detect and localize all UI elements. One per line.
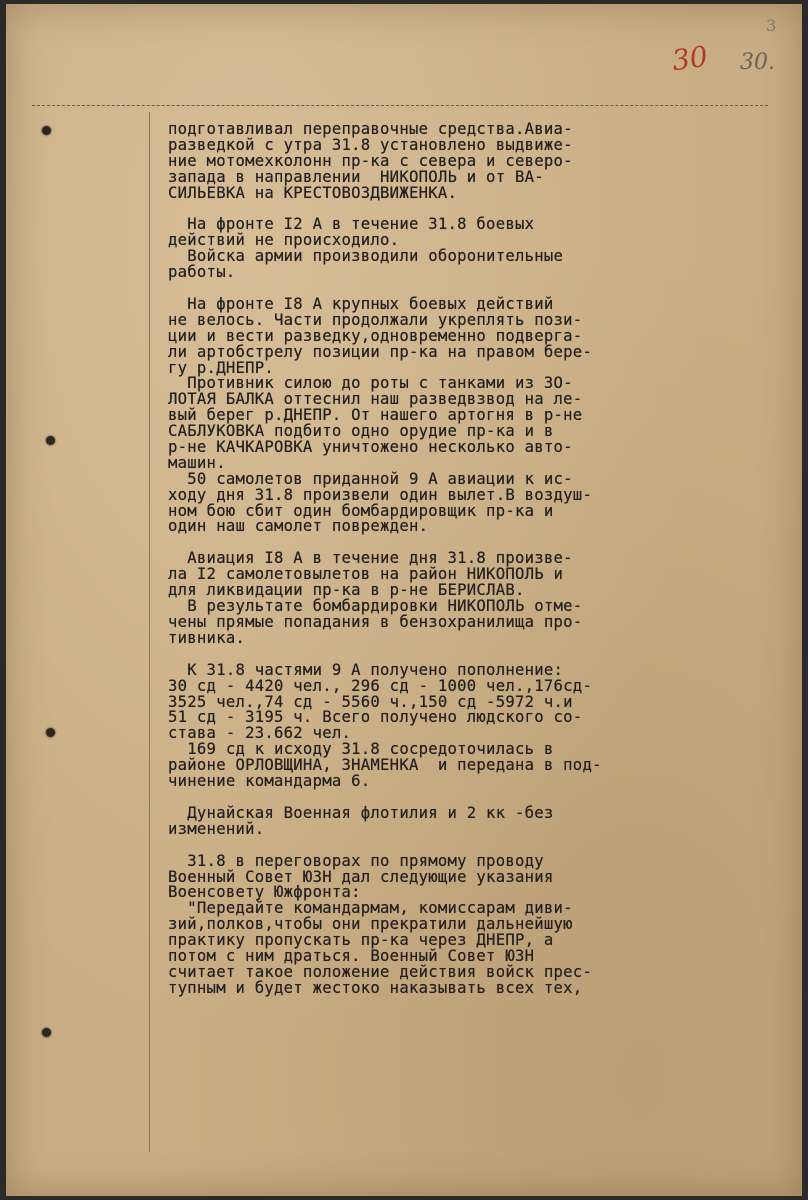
- text-line: На фронте I8 А крупных боевых действий: [168, 295, 554, 314]
- text-line: Военный Совет ЮЗН дал следующие указания: [168, 867, 554, 886]
- folio-number-handwritten: 30: [669, 39, 710, 78]
- text-line: Военсовету Южфронта:: [168, 883, 361, 902]
- text-line: тивника.: [168, 628, 246, 647]
- text-line: ла I2 самолетовылетов на район НИКОПОЛЬ и: [168, 565, 564, 584]
- text-line: вый берег р.ДНЕПР. От нашего артогня в р-не: [168, 406, 583, 425]
- text-line: ли артобстрелу позиции пр-ка на правом бере-: [168, 342, 593, 361]
- text-line: "Передайте командармам, комиссарам диви-: [168, 899, 573, 918]
- text-line: 31.8 в переговорах по прямому проводу: [168, 851, 544, 870]
- binding-hole-icon: [42, 126, 51, 135]
- binding-hole-icon: [46, 436, 55, 445]
- text-line: 51 сд - 3195 ч. Всего получено людского со-: [168, 708, 583, 727]
- text-line: Авиация I8 А в течение дня 31.8 произве-: [168, 549, 573, 568]
- text-line: К 31.8 частями 9 А получено пополнение:: [168, 660, 564, 679]
- text-line: 30 сд - 4420 чел., 296 сд - 1000 чел.,176сд-: [168, 676, 593, 695]
- text-line: СИЛЬЕВКА на КРЕСТОВОЗДВИЖЕНКА.: [168, 183, 458, 202]
- text-line: 3525 чел.,74 сд - 5560 ч.,150 сд -5972 ч.и: [168, 692, 573, 711]
- text-line: На фронте I2 А в течение 31.8 боевых: [168, 215, 535, 234]
- text-line: чинение командарма 6.: [168, 771, 371, 790]
- text-line: Противник силою до роты с танками из 3О-: [168, 374, 573, 393]
- typewritten-body: [168, 122, 768, 997]
- text-line: става - 23.662 чел.: [168, 724, 352, 743]
- text-line: 169 сд к исходу 31.8 сосредоточилась в: [168, 740, 554, 759]
- text-line: ции и вести разведку,одновременно подверга-: [168, 326, 583, 345]
- text-line: потом с ним драться. Военный Совет ЮЗН: [168, 946, 535, 965]
- document-page: [6, 4, 802, 1196]
- text-line: машин.: [168, 453, 226, 472]
- text-line: 50 самолетов приданной 9 А авиации к ис-: [168, 469, 573, 488]
- text-line: считает такое положение действия войск прес-: [168, 962, 593, 981]
- text-line: чены прямые попадания в бензохранилища про-: [168, 612, 583, 631]
- text-line: р-не КАЧКАРОВКА уничтожено несколько авто-: [168, 438, 573, 457]
- text-line: ние мотомехколонн пр-ка с севера и северо-: [168, 151, 573, 170]
- text-line: тупным и будет жестоко наказывать всех тех,: [168, 978, 583, 997]
- text-line: не велось. Части продолжали укреплять пози-: [168, 310, 583, 329]
- left-margin-rule: [149, 112, 150, 1152]
- text-line: Дунайская Военная флотилия и 2 кк -без: [168, 803, 554, 822]
- binding-hole-icon: [46, 728, 55, 737]
- text-line: практику пропускать пр-ка через ДНЕПР, а: [168, 931, 554, 950]
- text-line: подготавливал переправочные средства.Авиа-: [168, 120, 573, 138]
- text-line: изменений.: [168, 819, 265, 838]
- text-line: ЛОТАЯ БАЛКА оттеснил наш разведвзвод на ле-: [168, 390, 583, 409]
- binding-hole-icon: [42, 1028, 51, 1037]
- text-line: ном бою сбит один бомбардировщик пр-ка и: [168, 501, 554, 520]
- text-line: Войска армии производили оборонительные: [168, 247, 564, 266]
- text-line: разведкой с утра 31.8 установлено выдвиже-: [168, 135, 573, 154]
- text-line: работы.: [168, 263, 236, 282]
- text-line: ходу дня 31.8 произвели один вылет.В воздуш-: [168, 485, 593, 504]
- text-line: В результате бомбардировки НИКОПОЛЬ отме-: [168, 597, 583, 616]
- text-line: САБЛУКОВКА подбито одно орудие пр-ка и в: [168, 422, 554, 441]
- folio-corner-mark: 3: [766, 16, 777, 35]
- text-line: запада в направлении НИКОПОЛЬ и от ВА-: [168, 167, 544, 186]
- text-line: гу р.ДНЕПР.: [168, 358, 275, 377]
- text-line: один наш самолет поврежден.: [168, 517, 429, 536]
- text-line: районе ОРЛОВЩИНА, ЗНАМЕНКА и передана в под-: [168, 756, 602, 775]
- text-line: для ликвидации пр-ка в р-не БЕРИСЛАВ.: [168, 581, 525, 600]
- top-fold-rule: [32, 105, 768, 106]
- text-line: действий не происходило.: [168, 231, 400, 250]
- folio-number-pencil: 30.: [740, 50, 775, 75]
- text-line: зий,полков,чтобы они прекратили дальнейшую: [168, 915, 573, 934]
